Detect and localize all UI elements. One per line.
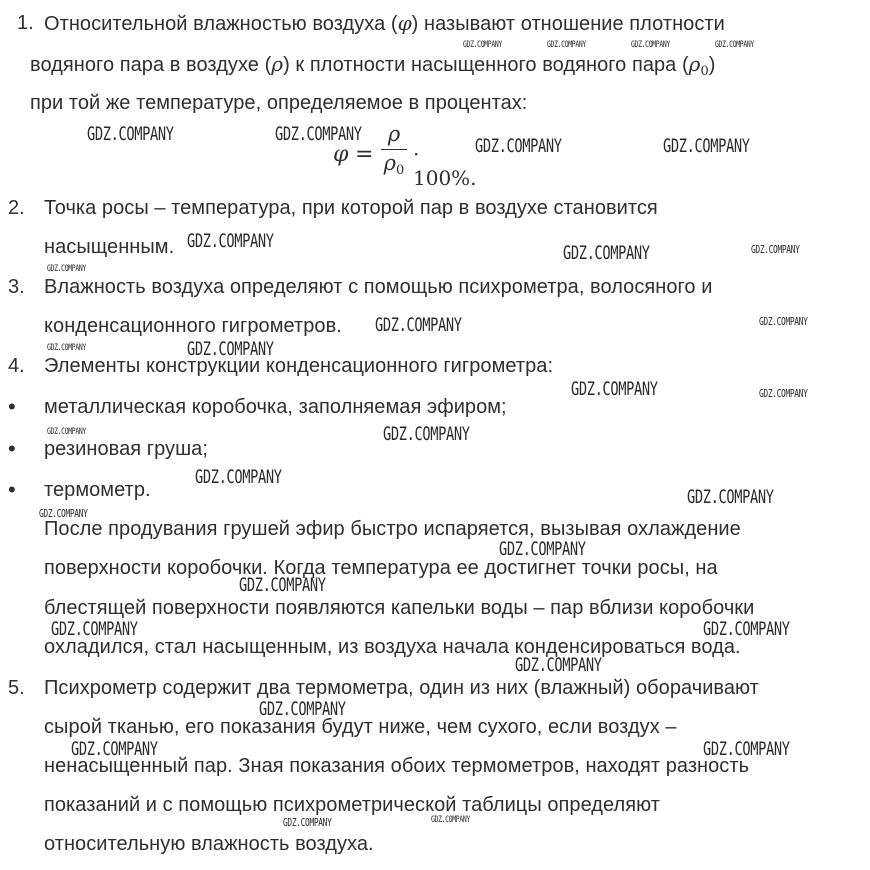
watermark: GDZ.COMPANY xyxy=(431,815,470,825)
watermark: GDZ.COMPANY xyxy=(703,738,790,760)
watermark: GDZ.COMPANY xyxy=(547,40,586,50)
watermark: GDZ.COMPANY xyxy=(759,387,808,400)
watermark: GDZ.COMPANY xyxy=(39,507,88,520)
item-5-line-4: показаний и с помощью психрометрической таблицы определяют xyxy=(44,794,660,816)
item-2-line-2: насыщенным. xyxy=(44,236,175,258)
rho-symbol: ρ xyxy=(271,52,284,76)
item-number-4: 4. xyxy=(8,355,25,377)
watermark: GDZ.COMPANY xyxy=(187,230,274,252)
item-3-line-2: конденсационного гигрометров. xyxy=(44,315,342,337)
bullet-item-3: термометр. xyxy=(44,479,151,501)
formula-denominator: $\rho_0$ xyxy=(383,151,405,178)
bullet-item-1: металлическая коробочка, заполняемая эфиром; xyxy=(44,396,507,418)
watermark: GDZ.COMPANY xyxy=(715,40,754,50)
item-1-line-2: водяного пара в воздухе (ρ) к плотности насыщенного водяного пара $(\rho_0)$ xyxy=(30,52,716,79)
item-2-line-1: Точка росы – температура, при которой пар в воздухе становится xyxy=(44,197,658,219)
watermark: GDZ.COMPANY xyxy=(687,486,774,508)
watermark: GDZ.COMPANY xyxy=(71,738,158,760)
item-5-line-5: относительную влажность воздуха. xyxy=(44,833,374,855)
watermark: GDZ.COMPANY xyxy=(759,315,808,328)
watermark: GDZ.COMPANY xyxy=(239,574,326,596)
watermark: GDZ.COMPANY xyxy=(275,123,362,145)
formula-equals: = xyxy=(355,142,374,167)
watermark: GDZ.COMPANY xyxy=(375,314,462,336)
watermark: GDZ.COMPANY xyxy=(515,654,602,676)
watermark: GDZ.COMPANY xyxy=(383,423,470,445)
watermark: GDZ.COMPANY xyxy=(47,427,86,437)
watermark: GDZ.COMPANY xyxy=(187,338,274,360)
paragraph-line-4: охладился, стал насыщенным, из воздуха начала конденсироваться вода. xyxy=(44,636,741,658)
item-number-2: 2. xyxy=(8,197,25,219)
watermark: GDZ.COMPANY xyxy=(631,40,670,50)
formula-numerator: ρ xyxy=(387,122,401,146)
bullet-dot-1: • xyxy=(8,394,16,419)
rho0-symbol: ρ xyxy=(688,52,701,76)
item-number-5: 5. xyxy=(8,677,25,699)
paragraph-line-1: После продувания грушей эфир быстро испаряется, вызывая охлаждение xyxy=(44,518,741,540)
watermark: GDZ.COMPANY xyxy=(703,618,790,640)
watermark: GDZ.COMPANY xyxy=(47,264,86,274)
watermark: GDZ.COMPANY xyxy=(751,243,800,256)
bullet-dot-3: • xyxy=(8,477,16,502)
watermark: GDZ.COMPANY xyxy=(87,123,174,145)
paragraph-line-2: поверхности коробочки. Когда температура ее достигнет точки росы, на xyxy=(44,557,718,579)
formula-lhs: φ xyxy=(333,142,349,167)
paragraph-line-3: блестящей поверхности появляются капельки воды – пар вблизи коробочки xyxy=(44,597,755,619)
bullet-dot-2: • xyxy=(8,436,16,461)
item-4-line-1: Элементы конструкции конденсационного гигрометра: xyxy=(44,355,554,377)
item-number-3: 3. xyxy=(8,276,25,298)
watermark: GDZ.COMPANY xyxy=(195,466,282,488)
watermark: GDZ.COMPANY xyxy=(571,378,658,400)
bullet-item-2: резиновая груша; xyxy=(44,438,208,460)
fraction-bar xyxy=(381,149,407,150)
item-5-line-3: ненасыщенный пар. Зная показания обоих термометров, находят разность xyxy=(44,755,750,777)
watermark: GDZ.COMPANY xyxy=(47,343,86,353)
item-1-line-3: при той же температуре, определяемое в процентах: xyxy=(30,92,528,114)
phi-symbol: φ xyxy=(397,11,412,35)
watermark: GDZ.COMPANY xyxy=(563,242,650,264)
formula-rest: · 100%. xyxy=(413,142,477,190)
watermark: GDZ.COMPANY xyxy=(463,40,502,50)
item-1-line-1: Относительной влажностью воздуха (φ) называют отношение плотности xyxy=(44,11,725,35)
watermark: GDZ.COMPANY xyxy=(51,618,138,640)
item-3-line-1: Влажность воздуха определяют с помощью психрометра, волосяного и xyxy=(44,276,713,298)
watermark: GDZ.COMPANY xyxy=(259,698,346,720)
formula-fraction xyxy=(381,122,407,183)
item-number-1: 1. xyxy=(17,12,34,34)
watermark: GDZ.COMPANY xyxy=(499,538,586,560)
watermark: GDZ.COMPANY xyxy=(663,135,750,157)
watermark: GDZ.COMPANY xyxy=(283,816,332,829)
item-5-line-2: сырой тканью, его показания будут ниже, чем сухого, если воздух – xyxy=(44,716,677,738)
item-5-line-1: Психрометр содержит два термометра, один из них (влажный) оборачивают xyxy=(44,677,759,699)
watermark: GDZ.COMPANY xyxy=(475,135,562,157)
